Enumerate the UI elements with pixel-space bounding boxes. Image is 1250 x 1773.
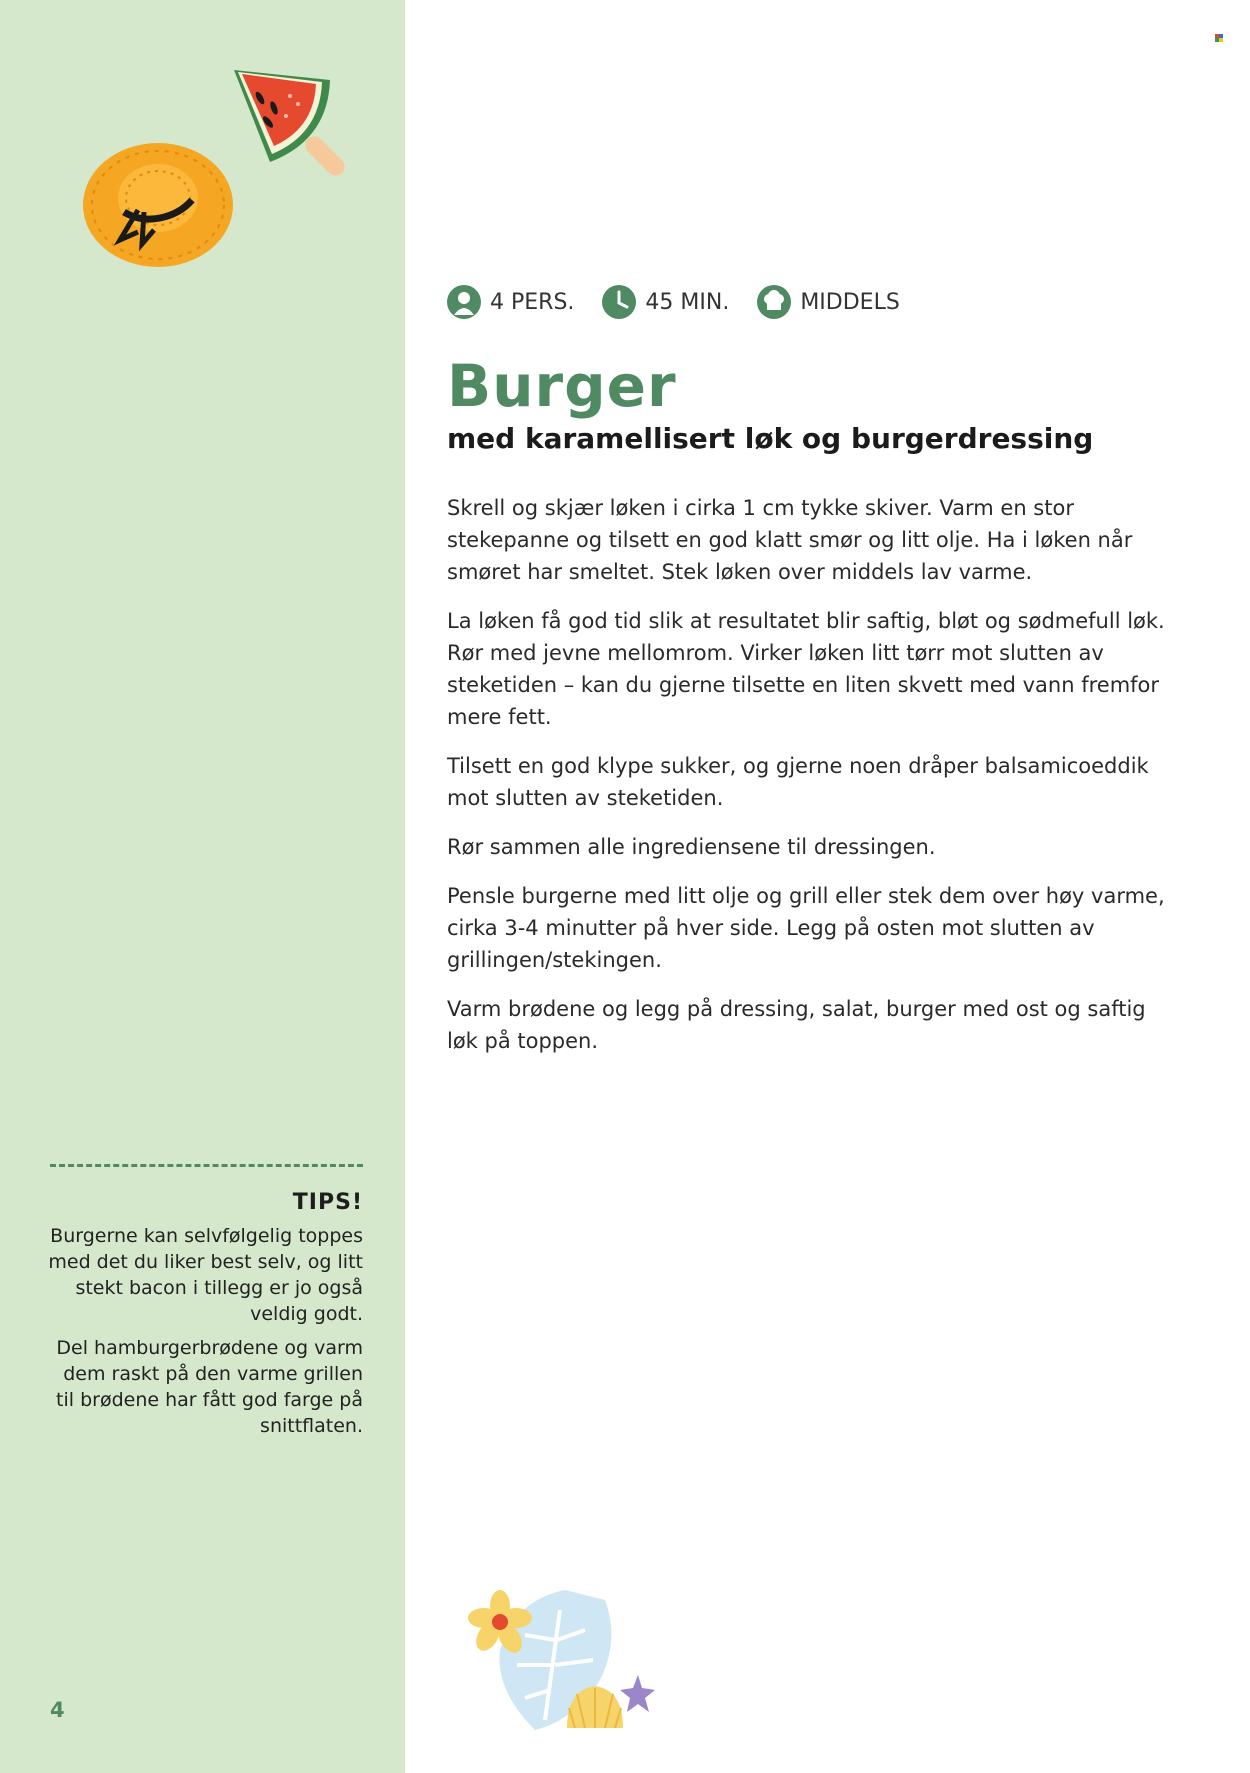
watermelon-icon (230, 70, 360, 180)
person-icon (447, 285, 481, 319)
step-paragraph: Pensle burgerne med litt olje og grill eller stek dem over høy varme, cirka 3-4 minutter på hver side. Legg på osten mot slutten av grillingen/stekingen. (447, 884, 1165, 972)
step-paragraph: La løken få god tid slik at resultatet blir saftig, bløt og sødmefull løk. Rør med jevne mellomrom. Virker løken litt tørr mot slutten av steketiden – kan du gjerne tilsette en liten skvett med vann fremfor mere fett. (447, 609, 1165, 729)
tips-paragraph: Burgerne kan selvfølgelig toppes med det du liker best selv, og litt stekt bacon i tillegg er jo også veldig godt. (48, 1225, 363, 1325)
recipe-steps (447, 492, 1167, 1074)
tropical-decoration-icon (455, 1580, 665, 1740)
tips-heading: TIPS! (292, 1190, 363, 1215)
difficulty-text: MIDDELS (800, 289, 900, 315)
tips-section (45, 1190, 363, 1447)
corner-mark-icon (1215, 34, 1223, 42)
page-number: 4 (50, 1698, 65, 1722)
tips-paragraph: Del hamburgerbrødene og varm dem raskt på den varme grillen til brødene har fått god farge på snittflaten. (56, 1337, 363, 1437)
sidebar (0, 0, 405, 1773)
time-text: 45 MIN. (645, 289, 730, 315)
recipe-subtitle: med karamellisert løk og burgerdressing (447, 422, 1094, 455)
step-paragraph: Tilsett en god klype sukker, og gjerne noen dråper balsamicoeddik mot slutten av steketiden. (447, 754, 1149, 810)
step-paragraph: Rør sammen alle ingrediensene til dressingen. (447, 835, 936, 859)
recipe-meta (447, 285, 900, 319)
servings-text: 4 PERS. (490, 289, 575, 315)
step-paragraph: Varm brødene og legg på dressing, salat, burger med ost og saftig løk på toppen. (447, 997, 1146, 1053)
recipe-title: Burger (447, 352, 677, 420)
servings-meta (447, 285, 574, 319)
step-paragraph: Skrell og skjær løken i cirka 1 cm tykke skiver. Varm en stor stekepanne og tilsett en god klatt smør og litt olje. Ha i løken når smøret har smeltet. Stek løken over middels lav varme. (447, 496, 1133, 584)
time-meta (602, 285, 729, 319)
chef-hat-icon (757, 285, 791, 319)
clock-icon (602, 285, 636, 319)
tips-divider (50, 1164, 363, 1167)
difficulty-meta (757, 285, 899, 319)
sun-hat-icon (80, 140, 240, 270)
